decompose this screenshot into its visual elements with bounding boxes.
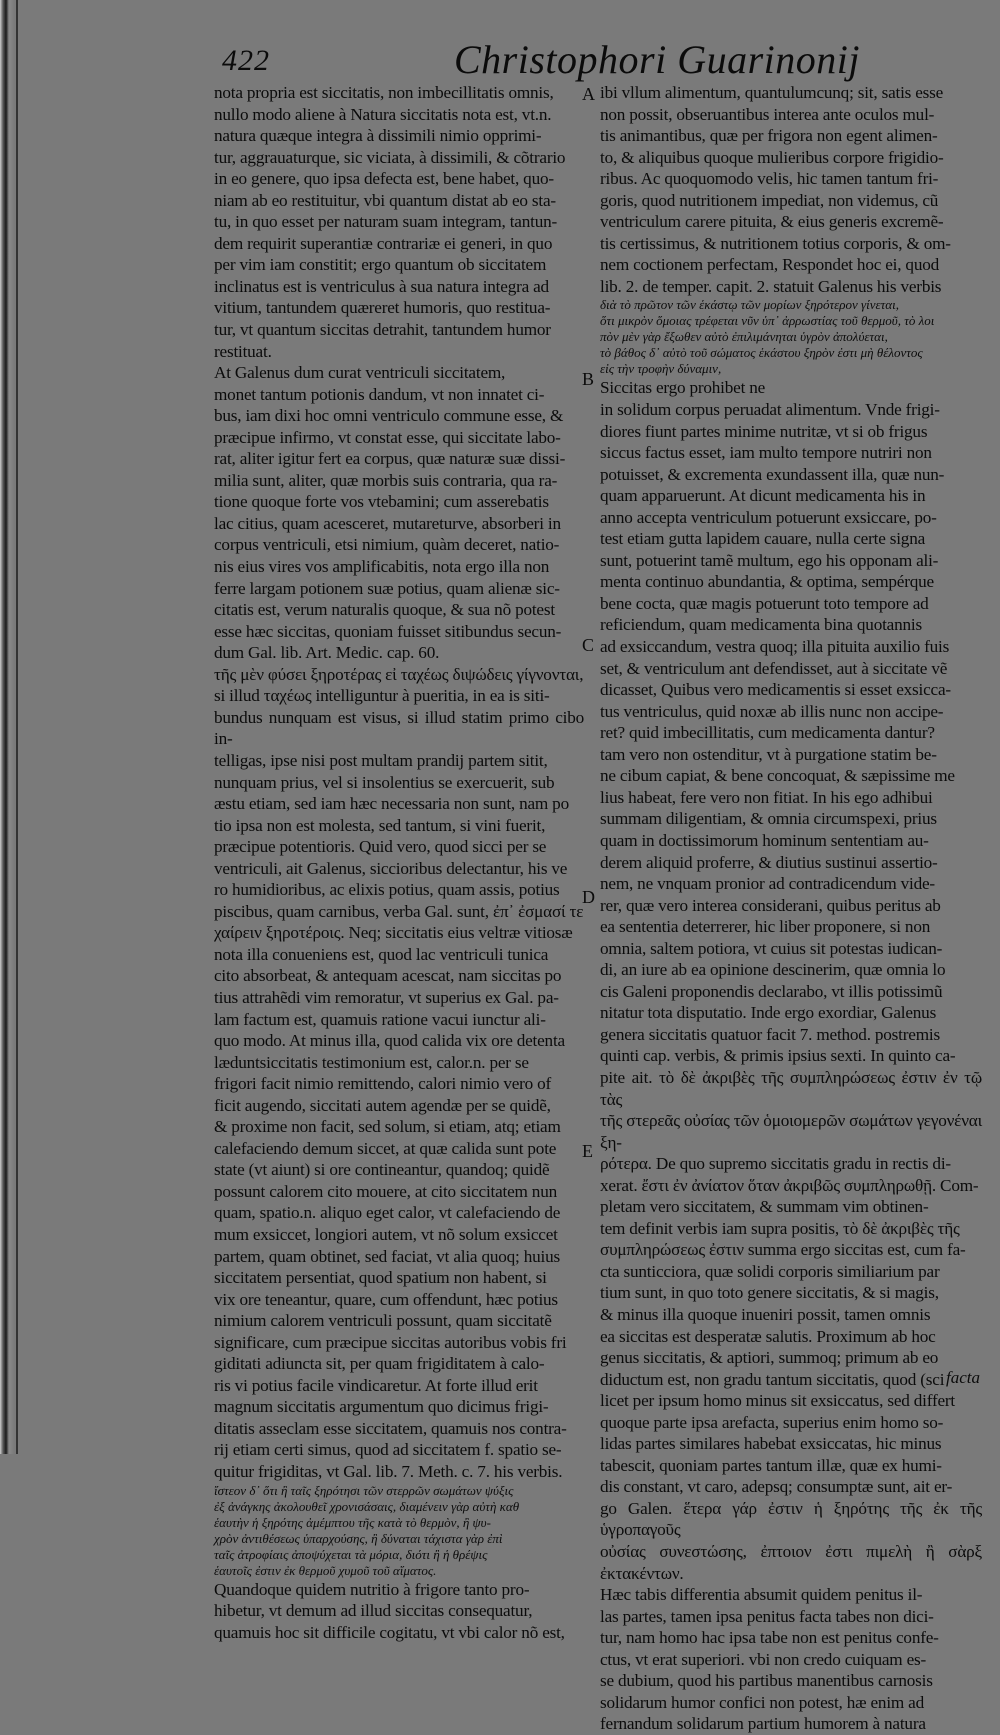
text-line: magnum siccitatis argumentum quo dicimus frigi- [214, 1397, 549, 1417]
text-line: dis constant, vt caro, adepsq; consumptæ sunt, ait er- [600, 1477, 953, 1497]
text-line: mum exsiccet, longiori autem, vt nõ solum exsiccet [214, 1224, 558, 1244]
text-line: inclinatus est is ventriculus à sua natura integra ad [214, 276, 549, 296]
text-line: to, & aliquibus quoque mulieribus corpore frigidio- [600, 147, 944, 167]
text-line: rat, aliter igitur fert ea corpus, quæ naturæ suæ dissi- [214, 449, 566, 469]
text-line: ρότερα. De quo supremo siccitatis gradu in rectis di- [600, 1154, 951, 1174]
greek-quote-line: ἐξ ἀνάγκης ἀκολουθεῖ χρονισάσαις, διαμένειν γὰρ αὐτὴ καθ [214, 1498, 520, 1514]
text-line: tu, in quo esset per naturam suam integram, tantun- [214, 212, 558, 232]
text-line: hibetur, vt demum ad illud siccitas consequatur, [214, 1601, 533, 1621]
text-line: esse hæc siccitas, quoniam fuisset sitibundus secun- [214, 621, 562, 641]
text-line: partem, quam obtinet, sed faciat, vt alia quoq; huius [214, 1246, 560, 1266]
text-line: ea sententia deterrerer, hic liber proponere, si non [600, 917, 931, 937]
text-line: rij etiam certi simus, quod ad siccitatem f. spatio se- [214, 1440, 562, 1460]
greek-quote-line: ἴστεον δ᾽ ὅτι ἢ ταῖς ξηρότησι τῶν στερρῶν σωμάτων ψύξις [214, 1482, 514, 1498]
text-line: ribus. Ac quoquomodo velis, hic tamen tantum fri- [600, 169, 939, 189]
text-line: bene cocta, quæ magis potuerunt toto tempore ad [600, 593, 929, 613]
text-line: cis Galeni proponendis declarabo, vt illis potissimũ [600, 981, 943, 1001]
text-line: in eo genere, quo ipsa defecta est, bene habet, quo- [214, 169, 554, 189]
book-page [150, 30, 982, 1734]
greek-quote-line: χρὸν ἀντιθέσεως ὑπαρχούσης, ἢ δύναται τάχιστα γὰρ ἐπὶ [214, 1530, 503, 1546]
text-line: genus siccitatis, & aptiori, summoq; primum ab eo [600, 1348, 939, 1368]
text-line: Siccitas ergo prohibet ne [600, 378, 766, 398]
text-line: tem definit verbis iam supra positis, τὸ δὲ ἀκριβὲς τῆς [600, 1218, 960, 1238]
text-line: æstu etiam, sed iam hæc necessaria non sunt, nam po [214, 794, 569, 814]
greek-quote-line: διὰ τὸ πρῶτον τῶν ἑκάστῳ τῶν μορίων ξηρότερον γίνεται, [600, 297, 899, 313]
page-header [222, 36, 982, 88]
greek-quote-line: τὸ βάθος δ᾽ αὐτὸ τοῦ σώματος ἑκάστου ξηρὸν ἐστι μὴ θέλοντος [600, 345, 923, 361]
text-line: las partes, tamen ipsa penitus facta tabes non dici- [600, 1606, 934, 1626]
text-line: pite ait. τὸ δὲ ἀκριβὲς τῆς συμπληρώσεως ἐστιν ἐν τῷ τὰς [600, 1067, 982, 1109]
text-line: summam diligentiam, & omnia circumspexi, prius [600, 809, 937, 829]
text-line: monet tantum potionis dandum, vt non innatet ci- [214, 384, 545, 404]
text-line: nitatur tota disputatio. Inde ergo exordiar, Galenus [600, 1003, 937, 1023]
text-line: cito absorbeat, & antequam acescat, nam siccitas po [214, 966, 562, 986]
text-line: quo modo. At minus illa, quod calida vix ore detenta [214, 1031, 565, 1051]
catchword: facta [946, 1368, 980, 1387]
margin-letter-c: C [582, 635, 595, 655]
text-line: di, an iure ab ea opinione descinerim, quæ omnia lo [600, 960, 946, 980]
text-line: milia sunt, aliter, quæ morbis suis contraria, qua ra- [214, 470, 558, 490]
text-line: tur, aggrauaturque, sic viciata, à dissimili, & cõtrario [214, 147, 566, 167]
text-line: tabescit, quoniam partes tantum illæ, quæ ex humi- [600, 1455, 942, 1475]
text-line: niam ab eo restituitur, vbi quantum distat ab eo sta- [214, 190, 556, 210]
text-line: natura quæque integra à dissimili nimio opprimi- [214, 126, 542, 146]
text-line: lidas partes similares habebat exsiccatas, hic minus [600, 1434, 942, 1454]
text-line: goris, quod nutritionem impediat, non videmus, cũ [600, 190, 939, 210]
text-line: ris vi potius facile vindicaretur. At forte illud erit [214, 1375, 538, 1395]
text-line: possunt calorem cito mouere, at cito siccitatem nun [214, 1181, 557, 1201]
text-line: quoque parte ipsa arefacta, superius enim homo so- [600, 1412, 944, 1432]
text-line: non possit, obseruantibus interea ante oculos mul- [600, 104, 935, 124]
greek-quote-line: ὅτι μικρὸν ὅμοιας τρέφεται νῦν ὑπ᾽ ἀρρωστίας τοῦ θερμοῦ, τὸ λοι [600, 313, 935, 329]
text-line: solidarum humor confici non potest, hæ enim ad [600, 1692, 924, 1712]
text-line: tio ipsa non est molesta, sed tantum, si vini fuerit, [214, 815, 546, 835]
text-line: tis certissimus, & nutritionem totius corporis, & om- [600, 233, 951, 253]
text-line: ventriculi, ait Galenus, siccioribus delectantur, his ve [214, 858, 568, 878]
binding-shadow-line [16, 0, 18, 1454]
text-line: tius attrahẽdi vim remoratur, vt superius ex Gal. pa- [214, 987, 559, 1007]
text-line: & proxime non facit, sed solum, si etiam, atq; etiam [214, 1117, 561, 1137]
text-line: significare, cum præcipue siccitas autoribus vobis fri [214, 1332, 567, 1352]
text-line: anno accepta ventriculum potuerunt exsiccare, po- [600, 507, 937, 527]
text-line: præcipue infirmo, vt constat esse, qui siccitate labo- [214, 427, 561, 447]
text-line: quitur frigiditas, vt Gal. lib. 7. Meth. c. 7. his verbis. [214, 1462, 563, 1481]
text-line: tur, vt quantum siccitas detrahit, tantundem humor [214, 320, 551, 340]
greek-quote-line: πὸν μὲν γὰρ ἔξωθεν αὐτὸ ἐπιλιμάνηται ὑγρὸν ἀπολύεται, [600, 329, 888, 345]
text-line: quinti cap. verbis, & primis ipsius sexti. In quinto ca- [600, 1046, 956, 1066]
text-line: restituat. [214, 341, 272, 361]
text-line: piscibus, quam carnibus, verba Gal. sunt, ἐπ᾽ ἐσμασί τε [214, 901, 584, 921]
text-line: tam vero non ostenditur, vt à purgatione statim be- [600, 744, 937, 764]
text-line: bundus nunquam est visus, si illud statim primo cibo in- [214, 707, 584, 749]
text-line: & minus illa quoque inueniri possit, tamen omnis [600, 1304, 931, 1324]
text-line: derem aliquid proferre, & diutius sustinui assertio- [600, 852, 938, 872]
text-line: siccitatem persentiat, quod spatium non habent, si [214, 1268, 547, 1288]
text-line: nota illa conueniens est, quod lac ventriculi tunica [214, 944, 549, 964]
book-binding-edge [0, 0, 14, 1454]
text-line: diductum est, non gradu tantum siccitatis, quod (sci [600, 1369, 945, 1389]
text-line: τῆς μὲν φύσει ξηροτέρας εἰ ταχέως διψώδεις γίγνονται, [214, 664, 584, 684]
text-line: per vim iam constitit; ergo quantum ob siccitatem [214, 255, 547, 275]
text-line: quamuis hoc sit difficile cogitatu, vt vbi calor nõ est, [214, 1622, 565, 1642]
text-line: præcipue potentioris. Quid vero, quod sicci per se [214, 837, 547, 857]
text-line: ventriculum carere pituita, & eius generis excremẽ- [600, 212, 944, 232]
text-line: quam, spatio.n. aliquo eget calor, vt calefaciendo de [214, 1203, 561, 1223]
greek-quote-line: εἰς τὴν τροφὴν δύναμιν, [600, 361, 722, 377]
margin-letter-b: B [582, 369, 595, 389]
greek-quote-line: ἑαυτὴν ἡ ξηρότης ἀμέμπτου τῆς κατὰ τὸ θερμὸν, ἢ ψυ- [214, 1514, 491, 1530]
running-title: Christophori Guarinonij [454, 37, 861, 82]
text-line: tis animantibus, quæ per frigora non egent alimen- [600, 126, 938, 146]
text-line: state (vt aiunt) si ore contineantur, quandoq; quidẽ [214, 1160, 550, 1180]
text-line: calefaciendo demum siccet, at quæ calida sunt pote [214, 1138, 557, 1158]
text-line: At Galenus dum curat ventriculi siccitatem, [214, 363, 506, 383]
left-column [214, 82, 584, 1643]
text-line: tium sunt, in quo toto genere siccitatis, & si magis, [600, 1283, 939, 1303]
text-line: οὐσίας συνεστώσης, ἐπτοιον ἐστι πιμελὴ ἢ σὰρξ ἐκτακέντων. [600, 1542, 982, 1583]
text-line: potuisset, & excrementa exundassent illa, quæ nun- [600, 464, 945, 484]
text-line: quam in doctissimorum hominum sententiam au- [600, 830, 929, 850]
text-line: frigori facit nimio remittendo, calori nimio vero of [214, 1074, 552, 1094]
text-line: test etiam gutta lapidem cauare, nulla certe signa [600, 529, 926, 549]
text-line: rer, quæ vero interea considerani, quibus peritus ab [600, 895, 941, 915]
text-line: sunt, potuerint tamẽ multum, ego his opponam ali- [600, 550, 939, 570]
text-line: nimium calorem ventriculi possunt, quam siccitatẽ [214, 1311, 552, 1331]
text-line: ne cibum capiat, & bene concoquat, & sæpissime me [600, 766, 955, 786]
text-line: ibi vllum alimentum, quantulumcunq; sit, satis esse [600, 83, 944, 102]
text-line: nullo modo aliene à Natura siccitatis nota est, vt.n. [214, 104, 552, 124]
right-column [600, 82, 982, 1735]
text-line: ferre largam potionem suæ potius, quam alienæ sic- [214, 578, 560, 598]
text-line: ad exsiccandum, vestra quoq; illa pituita auxilio fuis [600, 637, 950, 657]
text-line: siccus factus esset, iam multo tempore nutriri non [600, 443, 932, 463]
text-line: læduntsiccitatis testimonium est, calor.n. per se [214, 1052, 529, 1072]
text-line: nunquam prius, vel si insolentius se exercuerit, sub [214, 772, 555, 792]
text-line: Hæc tabis differentia absumit quidem penitus il- [600, 1585, 923, 1605]
text-line: lac citius, quam acesceret, mutareturve, absorberi in [214, 513, 561, 533]
text-line: nem, ne vnquam pronior ad contradicendum vide- [600, 874, 935, 894]
text-line: corpus ventriculi, etsi nimium, quàm deceret, natio- [214, 535, 560, 555]
text-line: menta continuo abundantia, & optima, sempérque [600, 572, 934, 592]
text-line: omnia, saltem potiora, vt cuius sit potestas iudican- [600, 938, 943, 958]
text-line: telligas, ipse nisi post multam prandij partem sitit, [214, 750, 548, 770]
text-line: τῆς στερεᾶς οὐσίας τῶν ὁμοιομερῶν σωμάτων γεγονέναι ξη- [600, 1111, 982, 1152]
text-line: dum Gal. lib. Art. Medic. cap. 60. [214, 643, 440, 663]
page-number: 422 [222, 44, 270, 77]
text-line: lib. 2. de temper. capit. 2. statuit Galenus his verbis [600, 276, 942, 296]
text-line: xerat. ἔστι ἐν ἀνίατον ὅταν ἀκριβῶς συμπληρωθῇ. Com- [600, 1175, 979, 1195]
text-line: fernandum solidarum partium humorem à natura [600, 1714, 926, 1734]
text-line: nota propria est siccitatis, non imbecillitatis omnis, [214, 83, 554, 102]
text-line: si illud ταχέως intelliguntur à pueritia, in ea is siti- [214, 686, 550, 706]
margin-letter-d: D [582, 887, 595, 907]
text-line: ficit augendo, siccitati autem agendæ per se quidẽ, [214, 1095, 551, 1115]
text-line: ro humidioribus, ac elixis potius, quam assis, potius [214, 880, 560, 900]
text-line: reficiendum, quam medicamenta bina quotannis [600, 615, 922, 635]
text-line: lius habeat, fere vero non fitiat. In his ego adhibui [600, 787, 933, 807]
text-line: se dubium, quod his partibus manentibus carnosis [600, 1671, 933, 1691]
text-line: tur, nam homo hac ipsa tabe non est penitus confe- [600, 1628, 939, 1648]
text-line: quam apparuerunt. At dicunt medicamenta his in [600, 486, 926, 506]
text-line: genera siccitatis quatuor facit 7. method. postremis [600, 1024, 940, 1044]
text-line: Quandoque quidem nutritio à frigore tanto pro- [214, 1579, 530, 1599]
text-line: vitium, tantundem quæreret humoris, quo restitua- [214, 298, 551, 318]
text-line: lam factum est, quamuis ratione vacui iunctur ali- [214, 1009, 546, 1029]
text-line: vix ore teneantur, quare, cum offendunt, hæc potius [214, 1289, 558, 1309]
text-line: set, & ventriculum ant defendisset, aut à siccitate vẽ [600, 658, 948, 678]
text-line: in solidum corpus peruadat alimentum. Vnde frigi- [600, 400, 940, 420]
margin-letter-a: A [582, 84, 595, 104]
text-line: licet per ipsum homo minus sit exsiccatus, sed differt [600, 1391, 956, 1411]
greek-quote-line: ἑαυτοῖς ἐστιν ἐκ θερμοῦ χυμοῦ τοῦ αἵματος. [214, 1562, 437, 1578]
margin-letter-e: E [582, 1141, 593, 1161]
text-line: nis eius vires vos amplificabitis, nota ergo illa non [214, 557, 550, 577]
text-line: nem coctionem perfectam, Respondet hoc ei, quod [600, 255, 940, 275]
text-line: tus ventriculus, quid noxæ ab illis nunc non accipe- [600, 701, 944, 721]
text-line: ctus, vt erat superiori. vbi non credo cuiquam es- [600, 1649, 927, 1669]
text-line: χαίρειν ξηροτέροις. Neq; siccitatis eius veltræ vitiosæ [214, 923, 573, 943]
text-line: ret? quid imbecillitatis, cum medicamenta dantur? [600, 723, 935, 743]
text-line: συμπληρώσεως ἐστιν summa ergo siccitas est, cum fa- [600, 1240, 966, 1260]
text-line: go Galen. ἕτερα γάρ ἐστιν ἡ ξηρότης τῆς ἐκ τῆς ὑγροπαγοῦς [600, 1498, 982, 1540]
text-line: bus, iam dixi hoc omni ventriculo commune esse, & [214, 406, 564, 426]
text-line: citatis est, verum naturalis quoque, & sua nõ potest [214, 600, 555, 620]
text-line: cta sunticciora, quæ solidi corporis similiarium par [600, 1261, 940, 1281]
greek-quote-line: ταῖς ἀτροφίαις ἀποψύχεται τὰ μόρια, διότι ἢ ἡ θρέψις [214, 1546, 488, 1562]
text-line: dicasset, Quibus vero medicamentis si esset exsicca- [600, 680, 951, 700]
text-line: diores fiunt partes minime nutritæ, vt si ob frigus [600, 421, 928, 441]
text-line: tione quoque forte vos vtebamini; cum asserebatis [214, 492, 549, 512]
text-line: ditatis asseclam esse siccitatem, quamuis nos contra- [214, 1418, 567, 1438]
text-line: dem requirit superantiæ contrariæ ei generi, in quo [214, 233, 553, 253]
text-line: ea siccitas est desperatæ salutis. Proximum ab hoc [600, 1326, 936, 1346]
text-line: giditati adiuncta sit, per quam frigiditatem à calo- [214, 1354, 545, 1374]
text-line: pletam vero siccitatem, & summam vim obtinen- [600, 1197, 929, 1217]
